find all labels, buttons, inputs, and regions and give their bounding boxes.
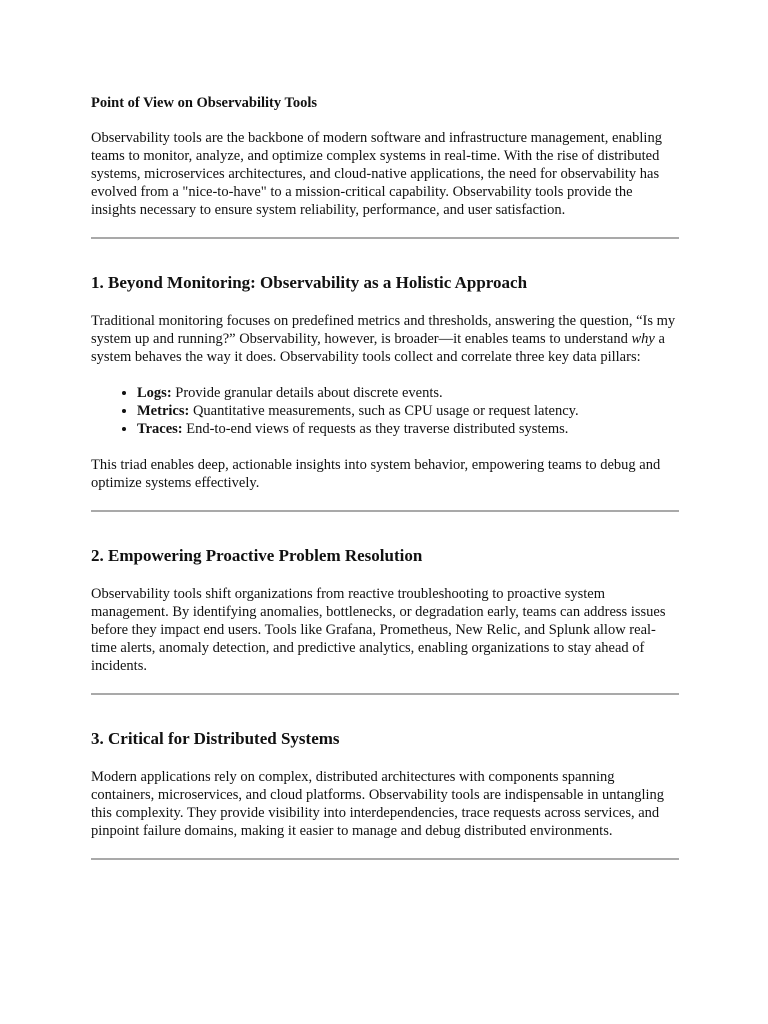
list-item-desc: Quantitative measurements, such as CPU usage or request latency. — [189, 403, 579, 419]
section-divider — [91, 693, 679, 695]
list-item — [137, 384, 679, 402]
section-1-closing: This triad enables deep, actionable insights into system behavior, empowering teams to debug and optimize systems effectively. — [91, 457, 661, 491]
section-1-text-a: Traditional monitoring focuses on predefined metrics and thresholds, answering the question, “Is my system up and running?” Observability, however, is broader—it enables teams to understand — [91, 313, 676, 347]
list-item-term: Logs: — [137, 385, 172, 401]
section-divider — [91, 510, 679, 512]
list-item-term: Traces: — [137, 421, 183, 437]
list-item — [137, 420, 679, 438]
section-1-paragraph — [91, 312, 679, 366]
section-3-heading: 3. Critical for Distributed Systems — [91, 729, 340, 748]
pillars-list — [91, 384, 679, 438]
section-2-paragraph: Observability tools shift organizations from reactive troubleshooting to proactive system management. By identifying anomalies, bottlenecks, or degradation early, teams can address issues before they impact end users. Tools like Grafana, Prometheus, New Relic, and Splunk allow real-time alerts, anomaly detection, and predictive analytics, enabling organizations to stay ahead of incidents. — [91, 586, 666, 674]
document-content — [91, 94, 679, 860]
section-divider — [91, 858, 679, 860]
section-divider — [91, 237, 679, 239]
section-1-heading: 1. Beyond Monitoring: Observability as a Holistic Approach — [91, 273, 528, 292]
list-item-term: Metrics: — [137, 403, 190, 419]
list-item — [137, 402, 679, 420]
list-item-desc: Provide granular details about discrete events. — [171, 385, 443, 401]
section-3-paragraph: Modern applications rely on complex, distributed architectures with components spanning containers, microservices, and cloud platforms. Observability tools are indispensable in untangling this complexity. They provide visibility into interdependencies, trace requests across services, and pinpoint failure domains, making it easier to manage and debug distributed environments. — [91, 769, 665, 839]
intro-paragraph: Observability tools are the backbone of modern software and infrastructure management, enabling teams to monitor, analyze, and optimize complex systems in real-time. With the rise of distributed systems, microservices architectures, and cloud-native applications, the need for observability has evolved from a "nice-to-have" to a mission-critical capability. Observability tools provide the insights necessary to ensure system reliability, performance, and user satisfaction. — [91, 130, 662, 218]
document-title: Point of View on Observability Tools — [91, 95, 317, 111]
section-2-heading: 2. Empowering Proactive Problem Resolution — [91, 546, 423, 565]
section-1-emphasis: why — [631, 331, 655, 347]
list-item-desc: End-to-end views of requests as they traverse distributed systems. — [182, 421, 569, 437]
section-1-text-b: a system behaves the way it does. Observability tools collect and correlate three key data pillars: — [91, 331, 665, 365]
